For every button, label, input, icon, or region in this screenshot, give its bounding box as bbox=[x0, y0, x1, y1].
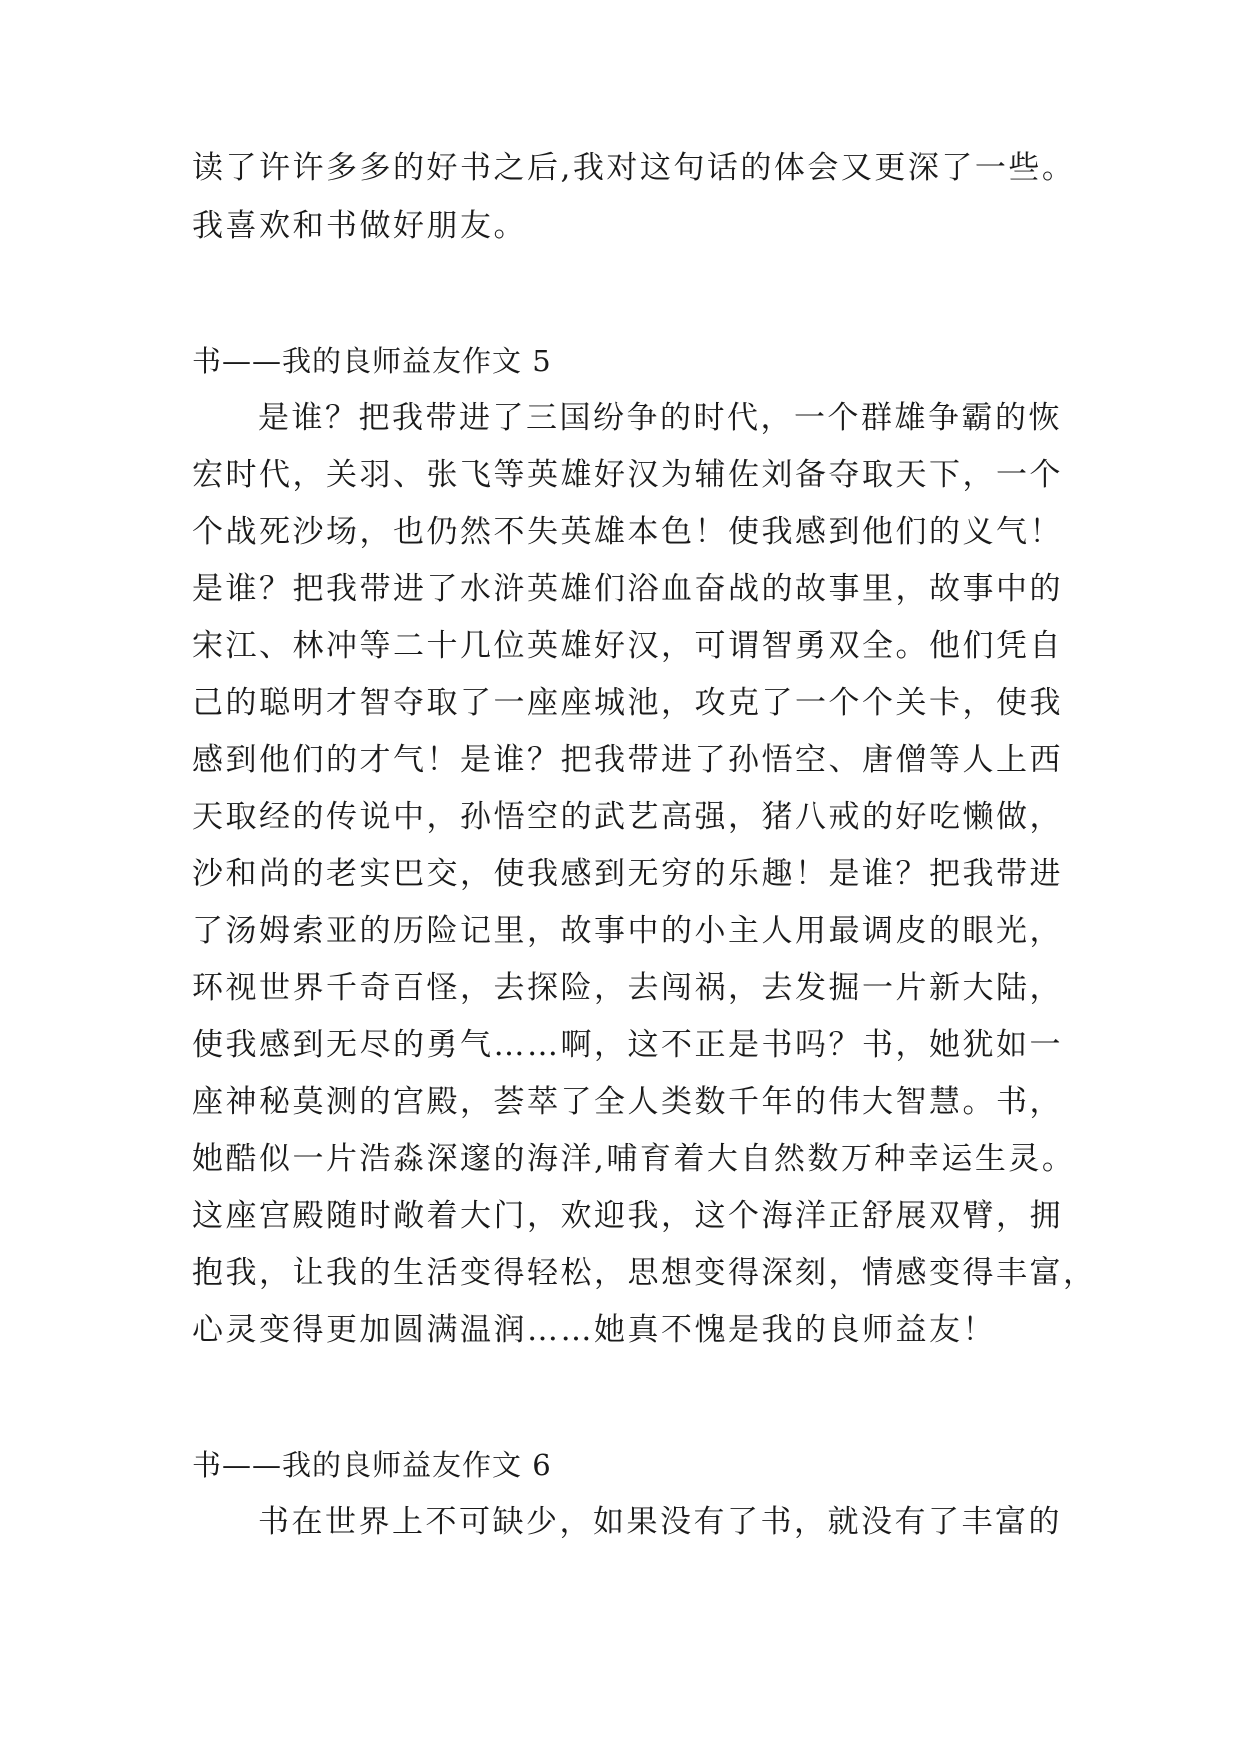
paragraph-line: 了汤姆索亚的历险记里，故事中的小主人用最调皮的眼光， bbox=[192, 913, 1063, 949]
paragraph-line: 使我感到无尽的勇气……啊，这不正是书吗？书，她犹如一 bbox=[192, 1027, 1063, 1063]
paragraph-line: 是谁？把我带进了水浒英雄们浴血奋战的故事里，故事中的 bbox=[192, 571, 1063, 607]
paragraph-line: 是谁？把我带进了三国纷争的时代，一个群雄争霸的恢 bbox=[258, 400, 1062, 436]
paragraph-line: 我喜欢和书做好朋友。 bbox=[192, 208, 527, 244]
paragraph-line: 感到他们的才气！是谁？把我带进了孙悟空、唐僧等人上西 bbox=[192, 742, 1063, 778]
paragraph-line: 天取经的传说中，孙悟空的武艺高强，猪八戒的好吃懒做， bbox=[192, 799, 1063, 835]
paragraph-line: 宋江、林冲等二十几位英雄好汉，可谓智勇双全。他们凭自 bbox=[192, 628, 1063, 664]
paragraph-line: 书在世界上不可缺少，如果没有了书，就没有了丰富的 bbox=[258, 1504, 1062, 1540]
paragraph-line: 环视世界千奇百怪，去探险，去闯祸，去发掘一片新大陆， bbox=[192, 970, 1063, 1006]
paragraph-line: 心灵变得更加圆满温润……她真不愧是我的良师益友！ bbox=[192, 1312, 996, 1348]
section-heading: 书——我的良师益友作文 6 bbox=[192, 1448, 552, 1482]
paragraph-line: 沙和尚的老实巴交，使我感到无穷的乐趣！是谁？把我带进 bbox=[192, 856, 1063, 892]
section-heading: 书——我的良师益友作文 5 bbox=[192, 344, 552, 378]
paragraph-line: 这座宫殿随时敞着大门，欢迎我，这个海洋正舒展双臂，拥 bbox=[192, 1198, 1063, 1234]
paragraph-line: 座神秘莫测的宫殿，荟萃了全人类数千年的伟大智慧。书， bbox=[192, 1084, 1063, 1120]
paragraph-line: 读了许许多多的好书之后,我对这句话的体会又更深了一些。 bbox=[192, 150, 1076, 186]
paragraph-line: 她酷似一片浩淼深邃的海洋,哺育着大自然数万种幸运生灵。 bbox=[192, 1141, 1076, 1177]
paragraph-line: 己的聪明才智夺取了一座座城池，攻克了一个个关卡，使我 bbox=[192, 685, 1063, 721]
paragraph-line: 抱我，让我的生活变得轻松，思想变得深刻，情感变得丰富， bbox=[192, 1255, 1097, 1291]
paragraph-line: 宏时代，关羽、张飞等英雄好汉为辅佐刘备夺取天下，一个 bbox=[192, 457, 1063, 493]
paragraph-line: 个战死沙场，也仍然不失英雄本色！使我感到他们的义气！ bbox=[192, 514, 1063, 550]
